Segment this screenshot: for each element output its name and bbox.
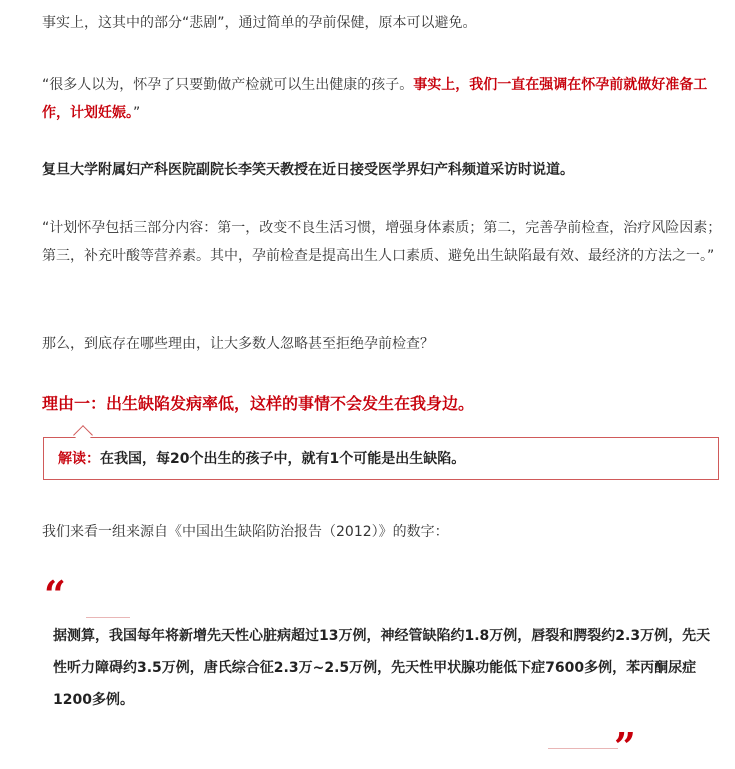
explain-label: 解读：	[58, 451, 100, 467]
explain-box	[43, 437, 719, 480]
quote-divider-top	[86, 617, 130, 618]
paragraph-attribution: 复旦大学附属妇产科医院副院长李笑天教授在近日接受医学界妇产科频道采访时说道。	[42, 162, 574, 178]
quote-block-text: 据测算，我国每年将新增先天性心脏病超过13万例，神经管缺陷约1.8万例，唇裂和腭裂约2.3万例，先天性听力障碍约3.5万例，唐氏综合征2.3万~2.5万例，先天性甲状腺功能低下症7600多例，苯丙酮尿症1200多例。	[53, 628, 711, 708]
quote-end-mark: ”	[133, 105, 141, 121]
close-quote-icon: ”	[614, 724, 636, 769]
paragraph-quote-expert	[42, 71, 722, 127]
paragraph-plan-pregnancy: “计划怀孕包括三部分内容：第一，改变不良生活习惯，增强身体素质；第二，完善孕前检查，治疗风险因素；第三，补充叶酸等营养素。其中，孕前检查是提高出生人口素质、避免出生缺陷最有效、最经济的方法之一。”	[42, 220, 722, 264]
paragraph-report-source: 我们来看一组来源自《中国出生缺陷防治报告（2012）》的数字：	[42, 524, 449, 540]
quote-normal-text: “很多人以为，怀孕了只要勤做产检就可以生出健康的孩子。	[42, 77, 414, 93]
quote-divider-bottom	[548, 748, 618, 749]
open-quote-icon: “	[44, 572, 66, 617]
explain-text: 在我国，每20个出生的孩子中，就有1个可能是出生缺陷。	[100, 451, 466, 467]
explain-content	[58, 445, 465, 473]
paragraph-question: 那么，到底存在哪些理由，让大多数人忽略甚至拒绝孕前检查？	[42, 336, 434, 352]
quote-highlight-text: 事实上，我们一直在强调在怀孕前就做好准备工作，计划妊娠。	[42, 77, 708, 121]
paragraph-intro: 事实上，这其中的部分“悲剧”，通过简单的孕前保健，原本可以避免。	[42, 15, 477, 31]
reason-heading: 理由一：出生缺陷发病率低，这样的事情不会发生在我身边。	[42, 394, 475, 413]
